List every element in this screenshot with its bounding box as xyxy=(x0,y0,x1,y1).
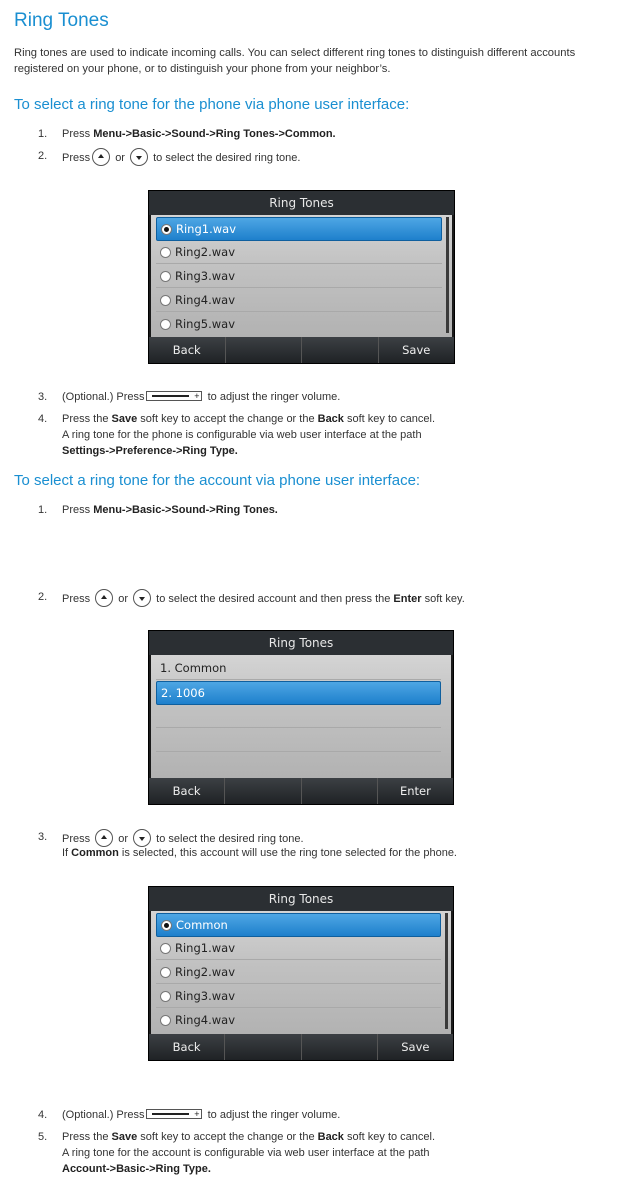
phone-screen-ring-tones xyxy=(148,190,455,364)
ringtone-option[interactable]: Ring2.wav xyxy=(156,241,442,264)
back-softkey[interactable]: Back xyxy=(149,337,225,363)
radio-icon xyxy=(160,943,171,954)
step-4: 4. (Optional.) Press+ to adjust the ringer volume. xyxy=(0,1107,618,1123)
enter-softkey[interactable]: Enter xyxy=(377,778,453,804)
menu-path: Menu->Basic->Sound->Ring Tones->Common. xyxy=(93,128,336,140)
ringtone-option[interactable]: Ring5.wav xyxy=(156,313,442,335)
ringtone-option[interactable]: Ring3.wav xyxy=(156,985,441,1008)
empty-softkey[interactable] xyxy=(301,778,377,804)
step-3: 3. Press or to select the desired ring tone. If Common is selected, this account will use the ring tone selected for the phone. xyxy=(38,831,457,859)
back-softkey[interactable]: Back xyxy=(149,1034,224,1060)
step-1: 1. Press Menu->Basic->Sound->Ring Tones->Common. xyxy=(38,128,336,140)
screen-title: Ring Tones xyxy=(149,631,453,655)
step-3: 3. (Optional.) Press+ to adjust the ringer volume. xyxy=(0,389,618,405)
ringtone-option[interactable]: Ring1.wav xyxy=(156,937,441,960)
phone-screen-account-ring-tones xyxy=(148,886,454,1061)
radio-selected-icon xyxy=(161,920,172,931)
page-title: Ring Tones xyxy=(14,10,109,31)
radio-icon xyxy=(160,967,171,978)
ringtone-option[interactable]: Common xyxy=(156,913,441,937)
radio-icon xyxy=(160,271,171,282)
up-key-icon xyxy=(95,589,113,607)
ringtone-option[interactable]: Ring1.wav xyxy=(156,217,442,241)
empty-softkey[interactable] xyxy=(301,1034,377,1060)
empty-row xyxy=(156,705,441,728)
ringtone-option[interactable]: Ring4.wav xyxy=(156,1009,441,1031)
save-softkey[interactable]: Save xyxy=(377,1034,453,1060)
screen-title: Ring Tones xyxy=(149,887,453,911)
empty-softkey[interactable] xyxy=(224,1034,300,1060)
volume-key-icon xyxy=(146,1109,202,1119)
empty-row xyxy=(156,753,441,775)
down-key-icon xyxy=(133,589,151,607)
screen-title: Ring Tones xyxy=(149,191,454,215)
radio-icon xyxy=(160,991,171,1002)
intro-paragraph: Ring tones are used to indicate incoming calls. You can select different ring tones to distinguish different accounts registered on your phone, or to distinguish your phone from your neighbor’s. xyxy=(14,47,576,75)
empty-softkey[interactable] xyxy=(224,778,300,804)
section-title-account: To select a ring tone for the account via phone user interface: xyxy=(14,472,421,489)
step-5: 5. Press the Save soft key to accept the change or the Back soft key to cancel. A ring tone for the account is configurable via web user interface at the path Account->Basic->Ring Type. xyxy=(38,1131,436,1175)
web-path: Account->Basic->Ring Type. xyxy=(62,1163,211,1175)
scrollbar[interactable] xyxy=(445,913,448,1029)
radio-icon xyxy=(160,1015,171,1026)
step-1: 1. Press Menu->Basic->Sound->Ring Tones. xyxy=(38,504,278,516)
radio-selected-icon xyxy=(161,224,172,235)
radio-icon xyxy=(160,295,171,306)
empty-row xyxy=(156,729,441,752)
menu-path: Menu->Basic->Sound->Ring Tones. xyxy=(93,504,278,516)
ringtone-option[interactable]: Ring4.wav xyxy=(156,289,442,312)
radio-icon xyxy=(160,247,171,258)
step-4: 4. Press the Save soft key to accept the change or the Back soft key to cancel. A ring tone for the phone is configurable via web user interface at the path Settings->Preference->Ring Type. xyxy=(38,413,436,457)
save-softkey[interactable]: Save xyxy=(378,337,455,363)
ringtone-option[interactable]: Ring2.wav xyxy=(156,961,441,984)
up-key-icon xyxy=(92,148,110,166)
scrollbar[interactable] xyxy=(446,217,449,333)
radio-icon xyxy=(160,319,171,330)
phone-screen-accounts xyxy=(148,630,454,805)
web-path: Settings->Preference->Ring Type. xyxy=(62,445,238,457)
empty-softkey[interactable] xyxy=(301,337,378,363)
ringtone-option[interactable]: Ring3.wav xyxy=(156,265,442,288)
account-option[interactable]: 1. Common xyxy=(156,657,441,680)
step-2: 2. Press or to select the desired account and then press the Enter soft key. xyxy=(38,591,465,605)
section-title-phone: To select a ring tone for the phone via phone user interface: xyxy=(14,96,410,113)
step-2: 2. Press or to select the desired ring tone. xyxy=(38,150,301,164)
back-softkey[interactable]: Back xyxy=(149,778,224,804)
account-option[interactable]: 2. 1006 xyxy=(156,681,441,705)
empty-softkey[interactable] xyxy=(225,337,302,363)
down-key-icon xyxy=(130,148,148,166)
volume-key-icon xyxy=(146,391,202,401)
